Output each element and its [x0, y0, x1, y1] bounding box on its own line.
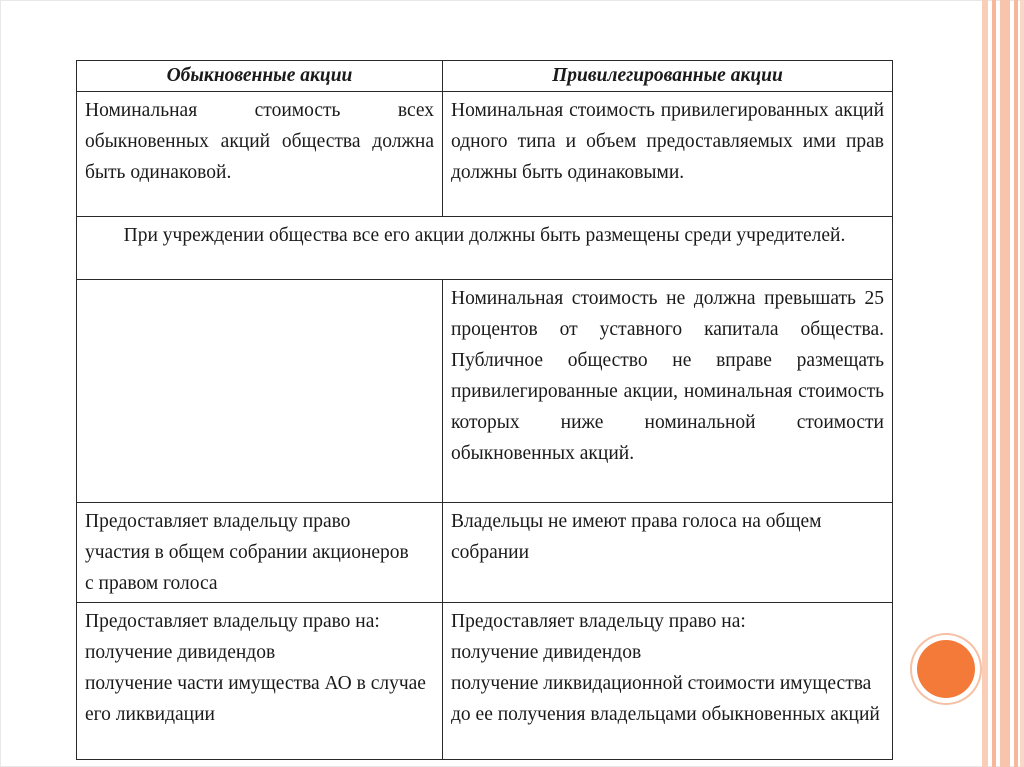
row3-common-empty	[77, 280, 443, 503]
row5-preferred	[443, 603, 893, 760]
table-row	[77, 217, 893, 280]
shares-comparison-table	[76, 60, 893, 760]
row4-preferred: Владельцы не имеют права голоса на общем собрании	[443, 503, 893, 603]
row3-preferred: Номинальная стоимость не должна превышать 25 процентов от уставного капитала общества. Публичное общество не вправе размещать привилегированные акции, номинальная стоимость которых ниже номинальной стоимости обыкновенных акций.	[443, 280, 893, 503]
row4-common: Предоставляет владельцу право участия в общем собрании акционеров с правом голоса	[77, 503, 443, 603]
header-preferred-shares: Привилегированные акции	[443, 61, 893, 92]
row5-preferred-line: получение дивидендов	[451, 642, 642, 663]
row5-preferred-line: получение ликвидационной стоимости имущества до ее получения владельцами обыкновенных акций	[451, 673, 880, 725]
header-common-shares: Обыкновенные акции	[77, 61, 443, 92]
row5-common	[77, 603, 443, 760]
row5-common-line: Предоставляет владельцу право на:	[85, 611, 380, 632]
row2-shared: При учреждении общества все его акции должны быть размещены среди учредителей.	[77, 217, 893, 280]
table-row	[77, 92, 893, 217]
table-row	[77, 280, 893, 503]
table-header-row	[77, 61, 893, 92]
table-row	[77, 603, 893, 760]
row5-preferred-line: Предоставляет владельцу право на:	[451, 611, 746, 632]
row5-common-line: получение дивидендов	[85, 642, 276, 663]
table-row	[77, 503, 893, 603]
decorative-stripes	[982, 0, 1024, 767]
row1-preferred: Номинальная стоимость привилегированных акций одного типа и объем предоставляемых ими прав должны быть одинаковыми.	[443, 92, 893, 217]
decorative-circle	[917, 640, 975, 698]
row5-common-line: получение части имущества АО в случае его ликвидации	[85, 673, 426, 725]
row1-common: Номинальная стоимость всех обыкновенных акций общества должна быть одинаковой.	[77, 92, 443, 217]
